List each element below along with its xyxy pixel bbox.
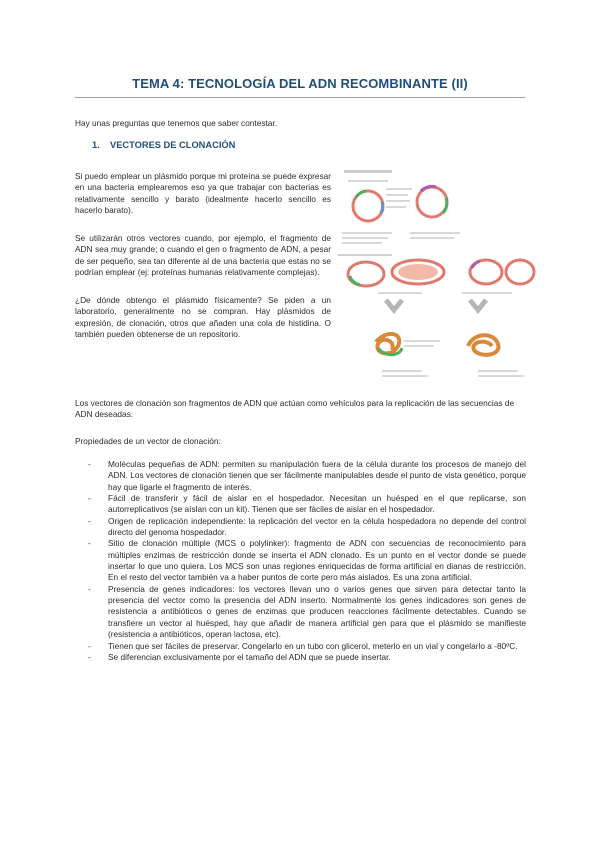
list-item [88, 538, 526, 583]
cloning-vector-figure-lower [338, 318, 536, 398]
section-title: VECTORES DE CLONACIÓN [110, 140, 236, 150]
bullet-dash: - [88, 493, 91, 504]
supercoiled-dna-right [468, 335, 524, 377]
plasmid-diagram-bottom [348, 260, 534, 310]
list-item-text: Sitio de clonación múltiple (MCS o polylinker): fragmento de ADN con secuencias de reconocimiento para múltiples enzimas de restricción donde se inserta el ADN clonado. Es un punto en el vector donde se puede insertar lo que uno quiera. Los MCS son unas regiones enriquecidas de forma artificial en dianas de restricción. En el resto del vector también va a haber puntos de corte pero más aislados. Es una zona artificial. [108, 538, 526, 583]
supercoiled-dna-left [376, 334, 440, 377]
figure-drawing-lower [338, 318, 536, 398]
list-item [88, 459, 526, 493]
list-item-text: Origen de replicación independiente: la replicación del vector en la célula hospedadora no depende del control directo del genoma hospedador. [108, 515, 526, 538]
paragraph-2: Se utilizarán otros vectores cuando, por ejemplo, el fragmento de ADN sea muy grande; o cuando el gen o fragmento de ADN, a pesar de ser pequeño, sea tan diferente al de una bacteria que estas no se podrían emplear (ej: proteínas humanas relativamente complejas). [75, 233, 331, 278]
section-heading [92, 140, 235, 150]
list-item-text: Moléculas pequeñas de ADN: permiten su manipulación fuera de la célula durante los procesos de manejo del ADN. Los vectores de clonación tienen que ser fácilmente manipulables desde el punto de vista genético, porque hay que ligarle el fragmento de interés. [108, 459, 526, 492]
list-item-text: Tienen que ser fáciles de preservar. Congelarlo en un tubo con glicerol, meterlo en un vial y congelarlo a -80ºC. [108, 640, 518, 651]
paragraph-1: Si puedo emplear un plásmido porque mi proteína se puede expresar en una bacteria emplearemos eso ya que trabajar con bacterias es relativamente sencillo y barato (idealmente hacerlo sencillo es hacerlo barato). [75, 171, 331, 216]
title-divider [75, 97, 525, 98]
bullet-dash: - [88, 651, 91, 662]
bullet-dash: - [88, 640, 91, 651]
list-item [88, 641, 526, 652]
paragraph-4: Los vectores de clonación son fragmentos de ADN que actúan como vehículos para la replicación de las secuencias de ADN deseadas. [75, 398, 515, 420]
bullet-dash: - [88, 538, 91, 549]
list-item [88, 516, 526, 539]
list-item-text: Presencia de genes indicadores: los vectores llevan uno o varios genes que sirven para detectar tanto la presencia del vector como la presencia del ADN inserto. Normalmente los genes indicadores son genes de resistencia a antibióticos o genes de enzimas que producen reacciones fácilmente detectables. Cuando se transfiere un vector al huésped, hay que añadir de manera artificial gen para que el plásmido se manifieste (resistencia a antibióticos, operan lactosa, etc). [108, 583, 526, 640]
bullet-dash: - [88, 515, 91, 526]
paragraph-3: ¿De dónde obtengo el plásmido físicamente? Se piden a un laboratorio, generalmente no se compran. Hay plásmidos de expresión, de clonación, otros que añaden una cola de histidina. O también pueden obtenerse de un repositorio. [75, 295, 331, 340]
list-item-text: Se diferencian exclusivamente por el tamaño del ADN que se puede insertar. [108, 651, 391, 662]
cloning-vector-figure [338, 168, 536, 318]
list-item-text: Fácil de transferir y fácil de aislar en el hospedador. Necesitan un huésped en el que replicarse, son autorreplicativos (se aíslan con un kit). Tienen que ser fáciles de aislar en el hospedador. [108, 493, 526, 515]
page-title: TEMA 4: TECNOLOGÍA DEL ADN RECOMBINANTE (II) [132, 76, 468, 91]
section-number: 1. [92, 140, 100, 150]
plasmid-diagram-top [338, 170, 460, 256]
properties-list [88, 459, 526, 663]
intro-text: Hay unas preguntas que tenemos que saber contestar. [75, 118, 278, 128]
list-item [88, 652, 526, 663]
bullet-dash: - [88, 583, 91, 594]
list-item [88, 584, 526, 641]
paragraph-5: Propiedades de un vector de clonación: [75, 436, 221, 446]
list-item [88, 493, 526, 516]
bullet-dash: - [88, 459, 91, 469]
figure-drawing [338, 168, 536, 318]
